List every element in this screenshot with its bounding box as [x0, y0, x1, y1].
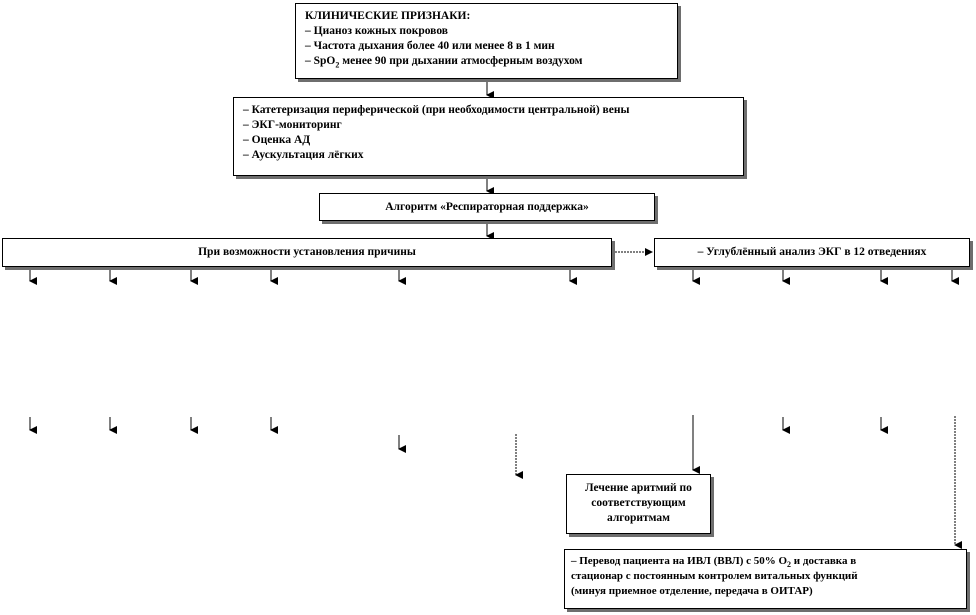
- transfer-box: [564, 549, 967, 609]
- measures-line-4: – Аускультация лёгких: [243, 149, 364, 161]
- measures-line-2: – ЭКГ-мониторинг: [243, 119, 342, 131]
- transfer-line-2: стационар с постоянным контролем витальных функций: [571, 570, 858, 582]
- clinical-line-2: – Цианоз кожных покровов: [305, 25, 448, 37]
- arrhythmia-box: [566, 474, 711, 534]
- transfer-line-1: – Перевод пациента на ИВЛ (ВВЛ) с 50% $O_2$ и доставка в: [571, 555, 857, 570]
- arrhythmia-line-2: соответствующим: [591, 497, 686, 509]
- ecg-analysis-box: [654, 238, 970, 267]
- clinical-signs-box: [295, 3, 678, 79]
- measures-box: [233, 97, 744, 176]
- clinical-line-4: – SpO$_2$ менее 90 при дыхании атмосферным воздухом: [305, 55, 583, 70]
- arrhythmia-line-1: Лечение аритмий по: [585, 482, 692, 494]
- arrhythmia-line-3: алгоритмам: [607, 512, 670, 524]
- measures-line-3: – Оценка АД: [243, 134, 311, 146]
- algorithm-box: [319, 193, 655, 221]
- algorithm-label: Алгоритм «Респираторная поддержка»: [385, 201, 589, 213]
- ecg-label: – Углублённый анализ ЭКГ в 12 отведениях: [697, 246, 927, 258]
- measures-line-1: – Катетеризация периферической (при необходимости центральной) вены: [243, 104, 630, 116]
- cause-label: При возможности установления причины: [198, 246, 416, 258]
- transfer-line-3: (минуя приемное отделение, передача в ОИТАР): [571, 585, 813, 597]
- clinical-line-3: – Частота дыхания более 40 или менее 8 в 1 мин: [305, 40, 555, 52]
- clinical-line-1: КЛИНИЧЕСКИЕ ПРИЗНАКИ:: [305, 10, 471, 22]
- cause-box: [2, 238, 612, 267]
